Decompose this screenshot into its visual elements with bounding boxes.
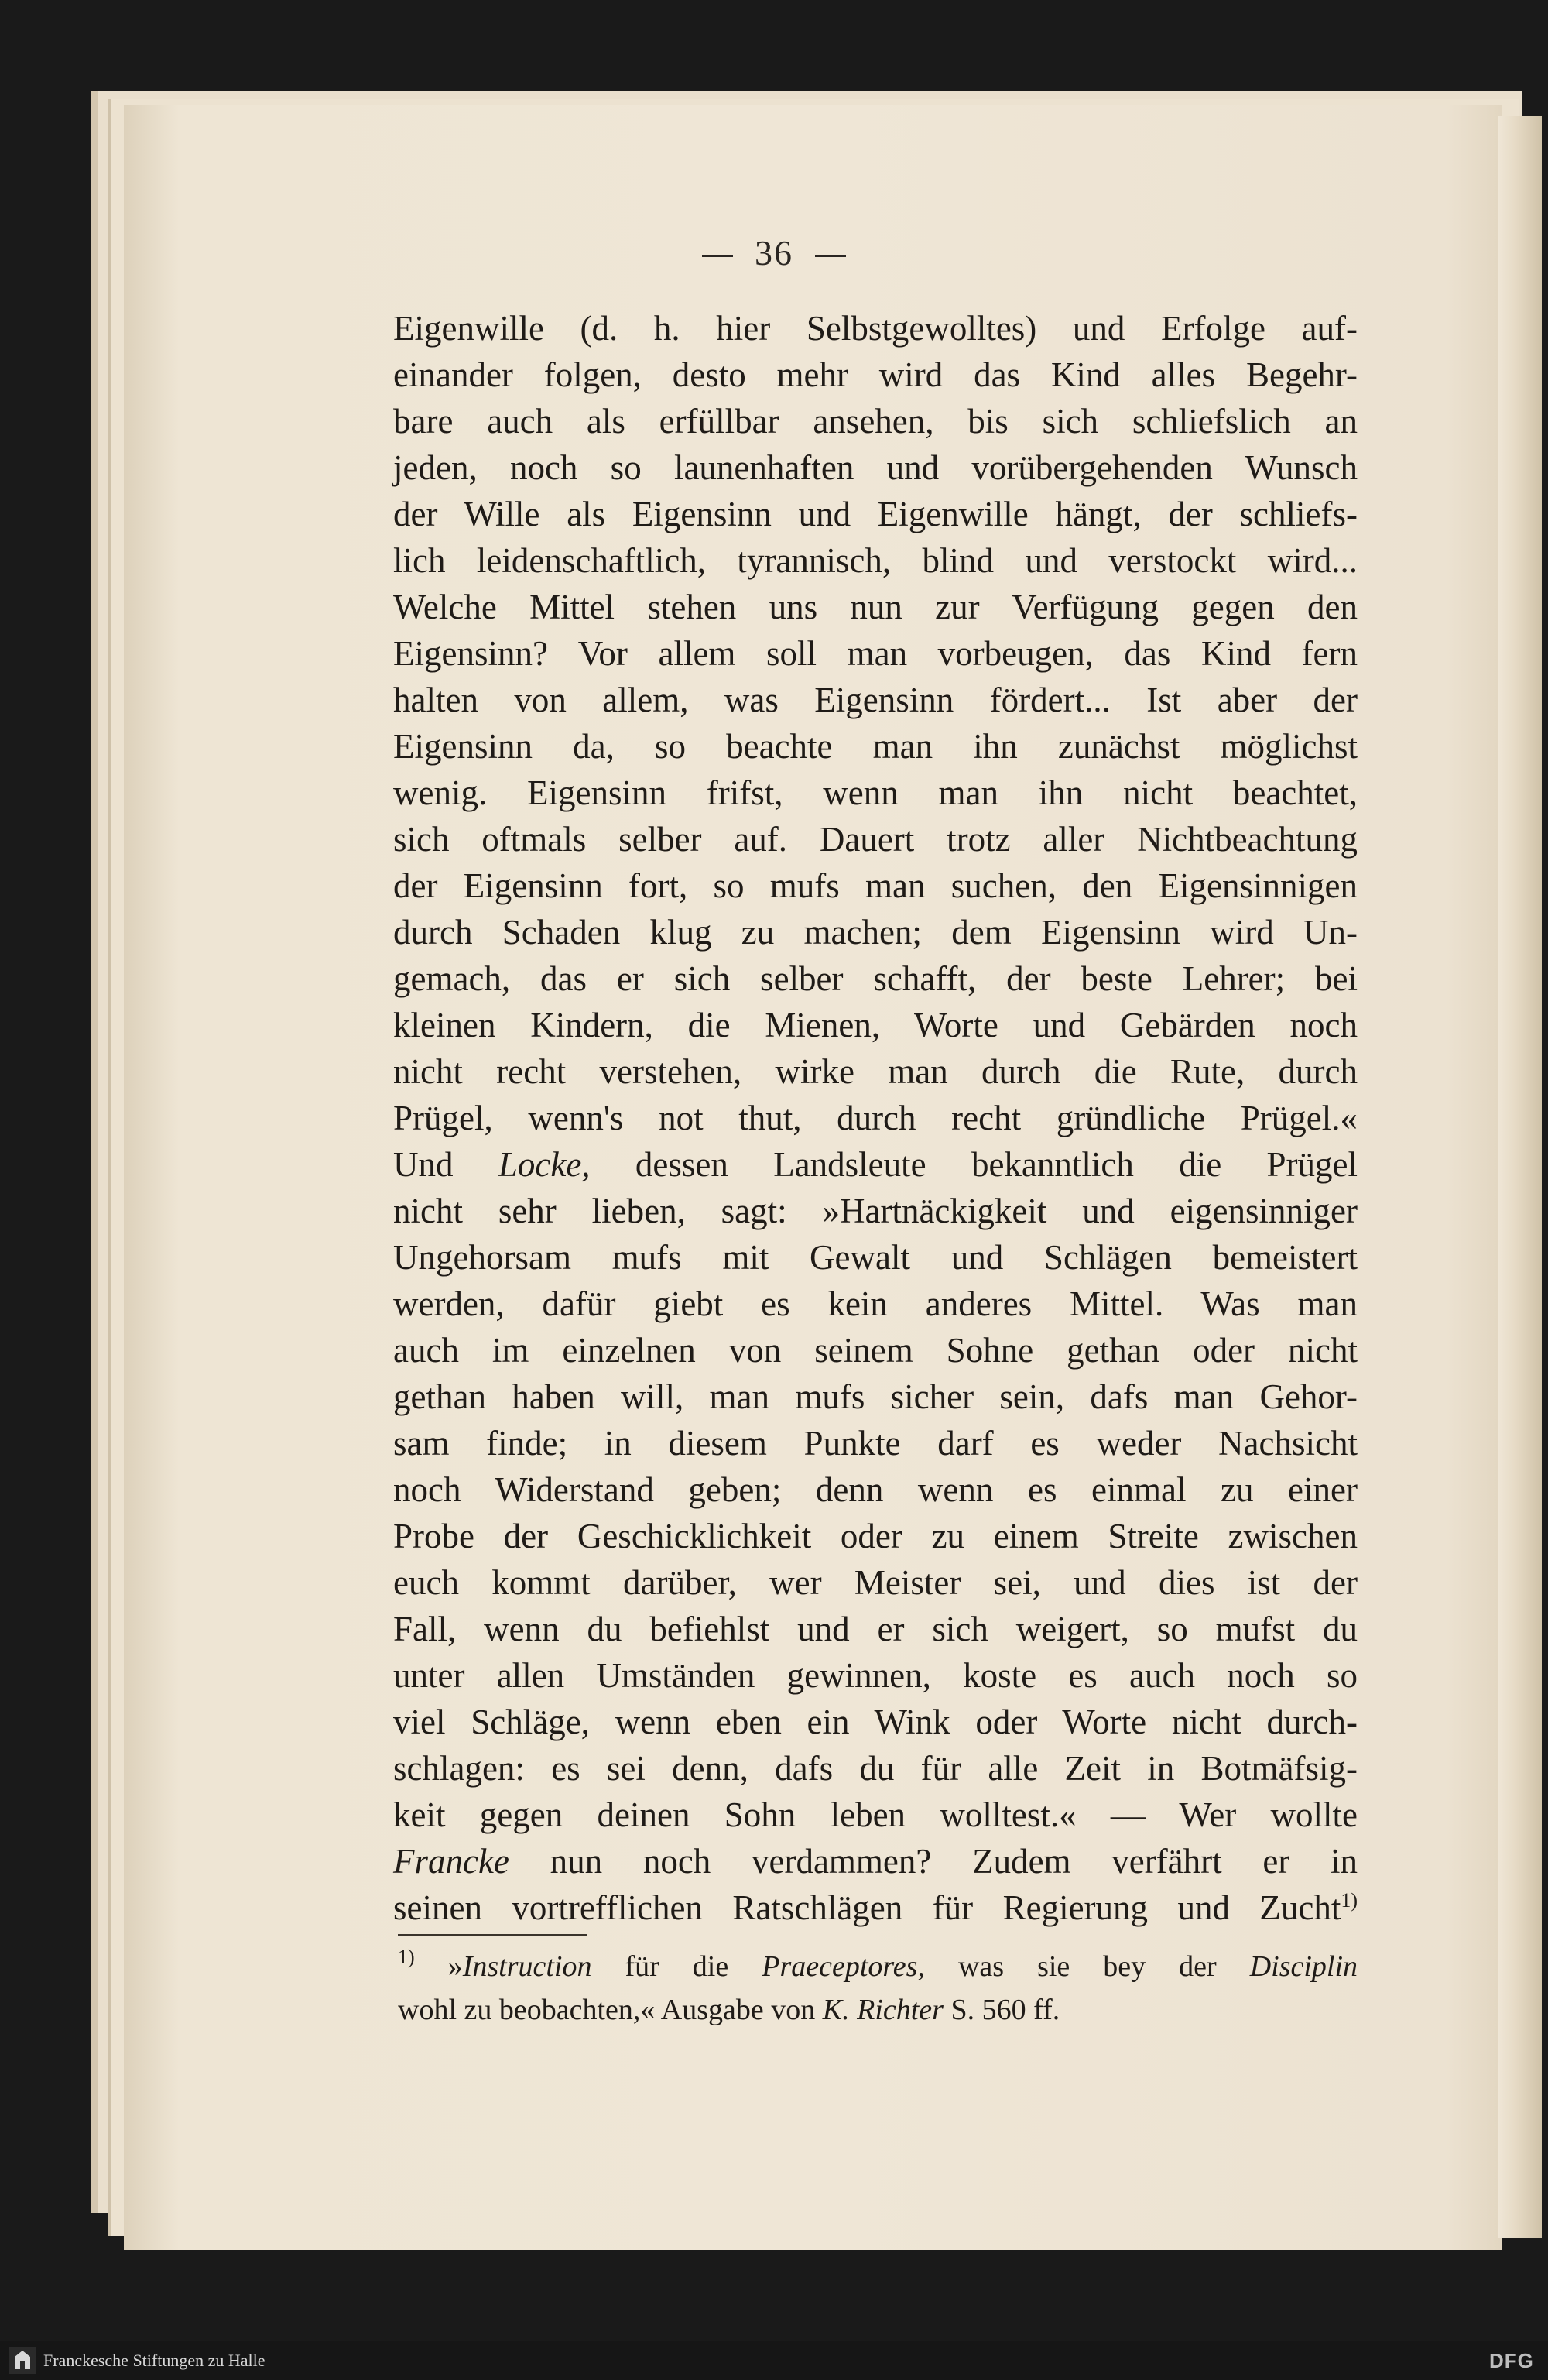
text-line: werden, dafür giebt es kein anderes Mittel. Was man [393, 1284, 1358, 1323]
text-line: jeden, noch so launenhaften und vorübergehenden Wunsch [393, 448, 1358, 487]
footnote-marker: 1) [398, 1946, 415, 1968]
header-dash-right [815, 255, 846, 257]
text-line-francke [393, 1838, 1358, 1884]
footnote-term: Praeceptores, [762, 1950, 925, 1983]
text-line: schlagen: es sei denn, dafs du für alle Zeit in Botmäfsig- [393, 1749, 1358, 1788]
text-line: gethan haben will, man mufs sicher sein, dafs man Gehor- [393, 1377, 1358, 1416]
institution-name: Franckesche Stiftungen zu Halle [43, 2351, 265, 2370]
page-edge [1498, 116, 1542, 2238]
text-line: sich oftmals selber auf. Dauert trotz aller Nichtbeachtung [393, 820, 1358, 859]
text-line: gemach, das er sich selber schafft, der beste Lehrer; bei [393, 959, 1358, 998]
page-number: 36 [755, 233, 793, 273]
body-text [393, 305, 1358, 1931]
footnote-line-1 [398, 1945, 1358, 1988]
page-header [0, 232, 1548, 273]
text-line: noch Widerstand geben; denn wenn es einmal zu einer [393, 1470, 1358, 1509]
text-line: euch kommt darüber, wer Meister sei, und dies ist der [393, 1563, 1358, 1602]
text-line: einander folgen, desto mehr wird das Kind alles Begehr- [393, 355, 1358, 394]
text-line: Fall, wenn du befiehlst und er sich weigert, so mufst du [393, 1610, 1358, 1648]
institution-seal-icon [9, 2347, 36, 2374]
text-line: Eigensinn da, so beachte man ihn zunächst möglichst [393, 727, 1358, 766]
text-line: keit gegen deinen Sohn leben wolltest.« — Wer wollte [393, 1795, 1358, 1834]
author-name-francke: Francke [393, 1842, 509, 1881]
footnote-mid1: für die [625, 1950, 729, 1983]
locke-before: Und [393, 1145, 454, 1184]
footnote [398, 1945, 1358, 2032]
text-line: Eigensinn? Vor allem soll man vorbeugen, das Kind fern [393, 634, 1358, 673]
footnote-mid2: was sie bey der [957, 1950, 1217, 1983]
text-line: unter allen Umständen gewinnen, koste es auch noch so [393, 1656, 1358, 1695]
author-name-locke: Locke, [498, 1145, 591, 1184]
last-line-text: seinen vortrefflichen Ratschlägen für Regierung und Zucht [393, 1888, 1341, 1927]
footnote-editor: K. Richter [822, 1994, 944, 2026]
text-line: halten von allem, was Eigensinn fördert... Ist aber der [393, 681, 1358, 719]
text-line: Probe der Geschicklichkeit oder zu einem Streite zwischen [393, 1517, 1358, 1555]
text-line: nicht sehr lieben, sagt: »Hartnäckigkeit und eigensinniger [393, 1192, 1358, 1230]
text-line: der Eigensinn fort, so mufs man suchen, den Eigensinnigen [393, 866, 1358, 905]
text-line: kleinen Kindern, die Mienen, Worte und Gebärden noch [393, 1006, 1358, 1044]
text-line: viel Schläge, wenn eben ein Wink oder Worte nicht durch- [393, 1703, 1358, 1741]
text-line: lich leidenschaftlich, tyrannisch, blind und verstockt wird... [393, 541, 1358, 580]
footnote-rule [398, 1934, 587, 1936]
text-line: nicht recht verstehen, wirke man durch die Rute, durch [393, 1052, 1358, 1091]
text-line: der Wille als Eigensinn und Eigenwille hängt, der schliefs- [393, 495, 1358, 533]
text-line: Welche Mittel stehen uns nun zur Verfügung gegen den [393, 588, 1358, 626]
text-line: Prügel, wenn's not thut, durch recht gründliche Prügel.« [393, 1099, 1358, 1137]
text-line: durch Schaden klug zu machen; dem Eigensinn wird Un- [393, 913, 1358, 952]
text-line: Eigenwille (d. h. hier Selbstgewolltes) und Erfolge auf- [393, 309, 1358, 348]
text-line: sam finde; in diesem Punkte darf es weder Nachsicht [393, 1424, 1358, 1463]
locke-after: dessen Landsleute bekanntlich die Prügel [635, 1145, 1358, 1184]
text-line: wenig. Eigensinn frifst, wenn man ihn nicht beachtet, [393, 773, 1358, 812]
footnote-line2-before: wohl zu beobachten,« Ausgabe von [398, 1994, 816, 2026]
footnote-term2: Disciplin [1249, 1950, 1358, 1983]
footnote-ref: 1) [1341, 1889, 1358, 1912]
footnote-line2-after: S. 560 ff. [950, 1994, 1060, 2026]
text-line: Ungehorsam mufs mit Gewalt und Schlägen bemeistert [393, 1238, 1358, 1277]
footnote-title: Instruction [462, 1950, 592, 1983]
header-dash-left [702, 255, 733, 257]
text-line: auch im einzelnen von seinem Sohne gethan oder nicht [393, 1331, 1358, 1370]
footnote-quote-open: » [447, 1950, 463, 1983]
footnote-line-2 [398, 1988, 1358, 2032]
text-line-last [393, 1884, 1358, 1931]
francke-after: nun noch verdammen? Zudem verfährt er in [550, 1842, 1358, 1881]
text-line: bare auch als erfüllbar ansehen, bis sich schliefslich an [393, 402, 1358, 441]
dfg-logo: DFG [1489, 2349, 1534, 2372]
text-line-locke [393, 1141, 1358, 1188]
